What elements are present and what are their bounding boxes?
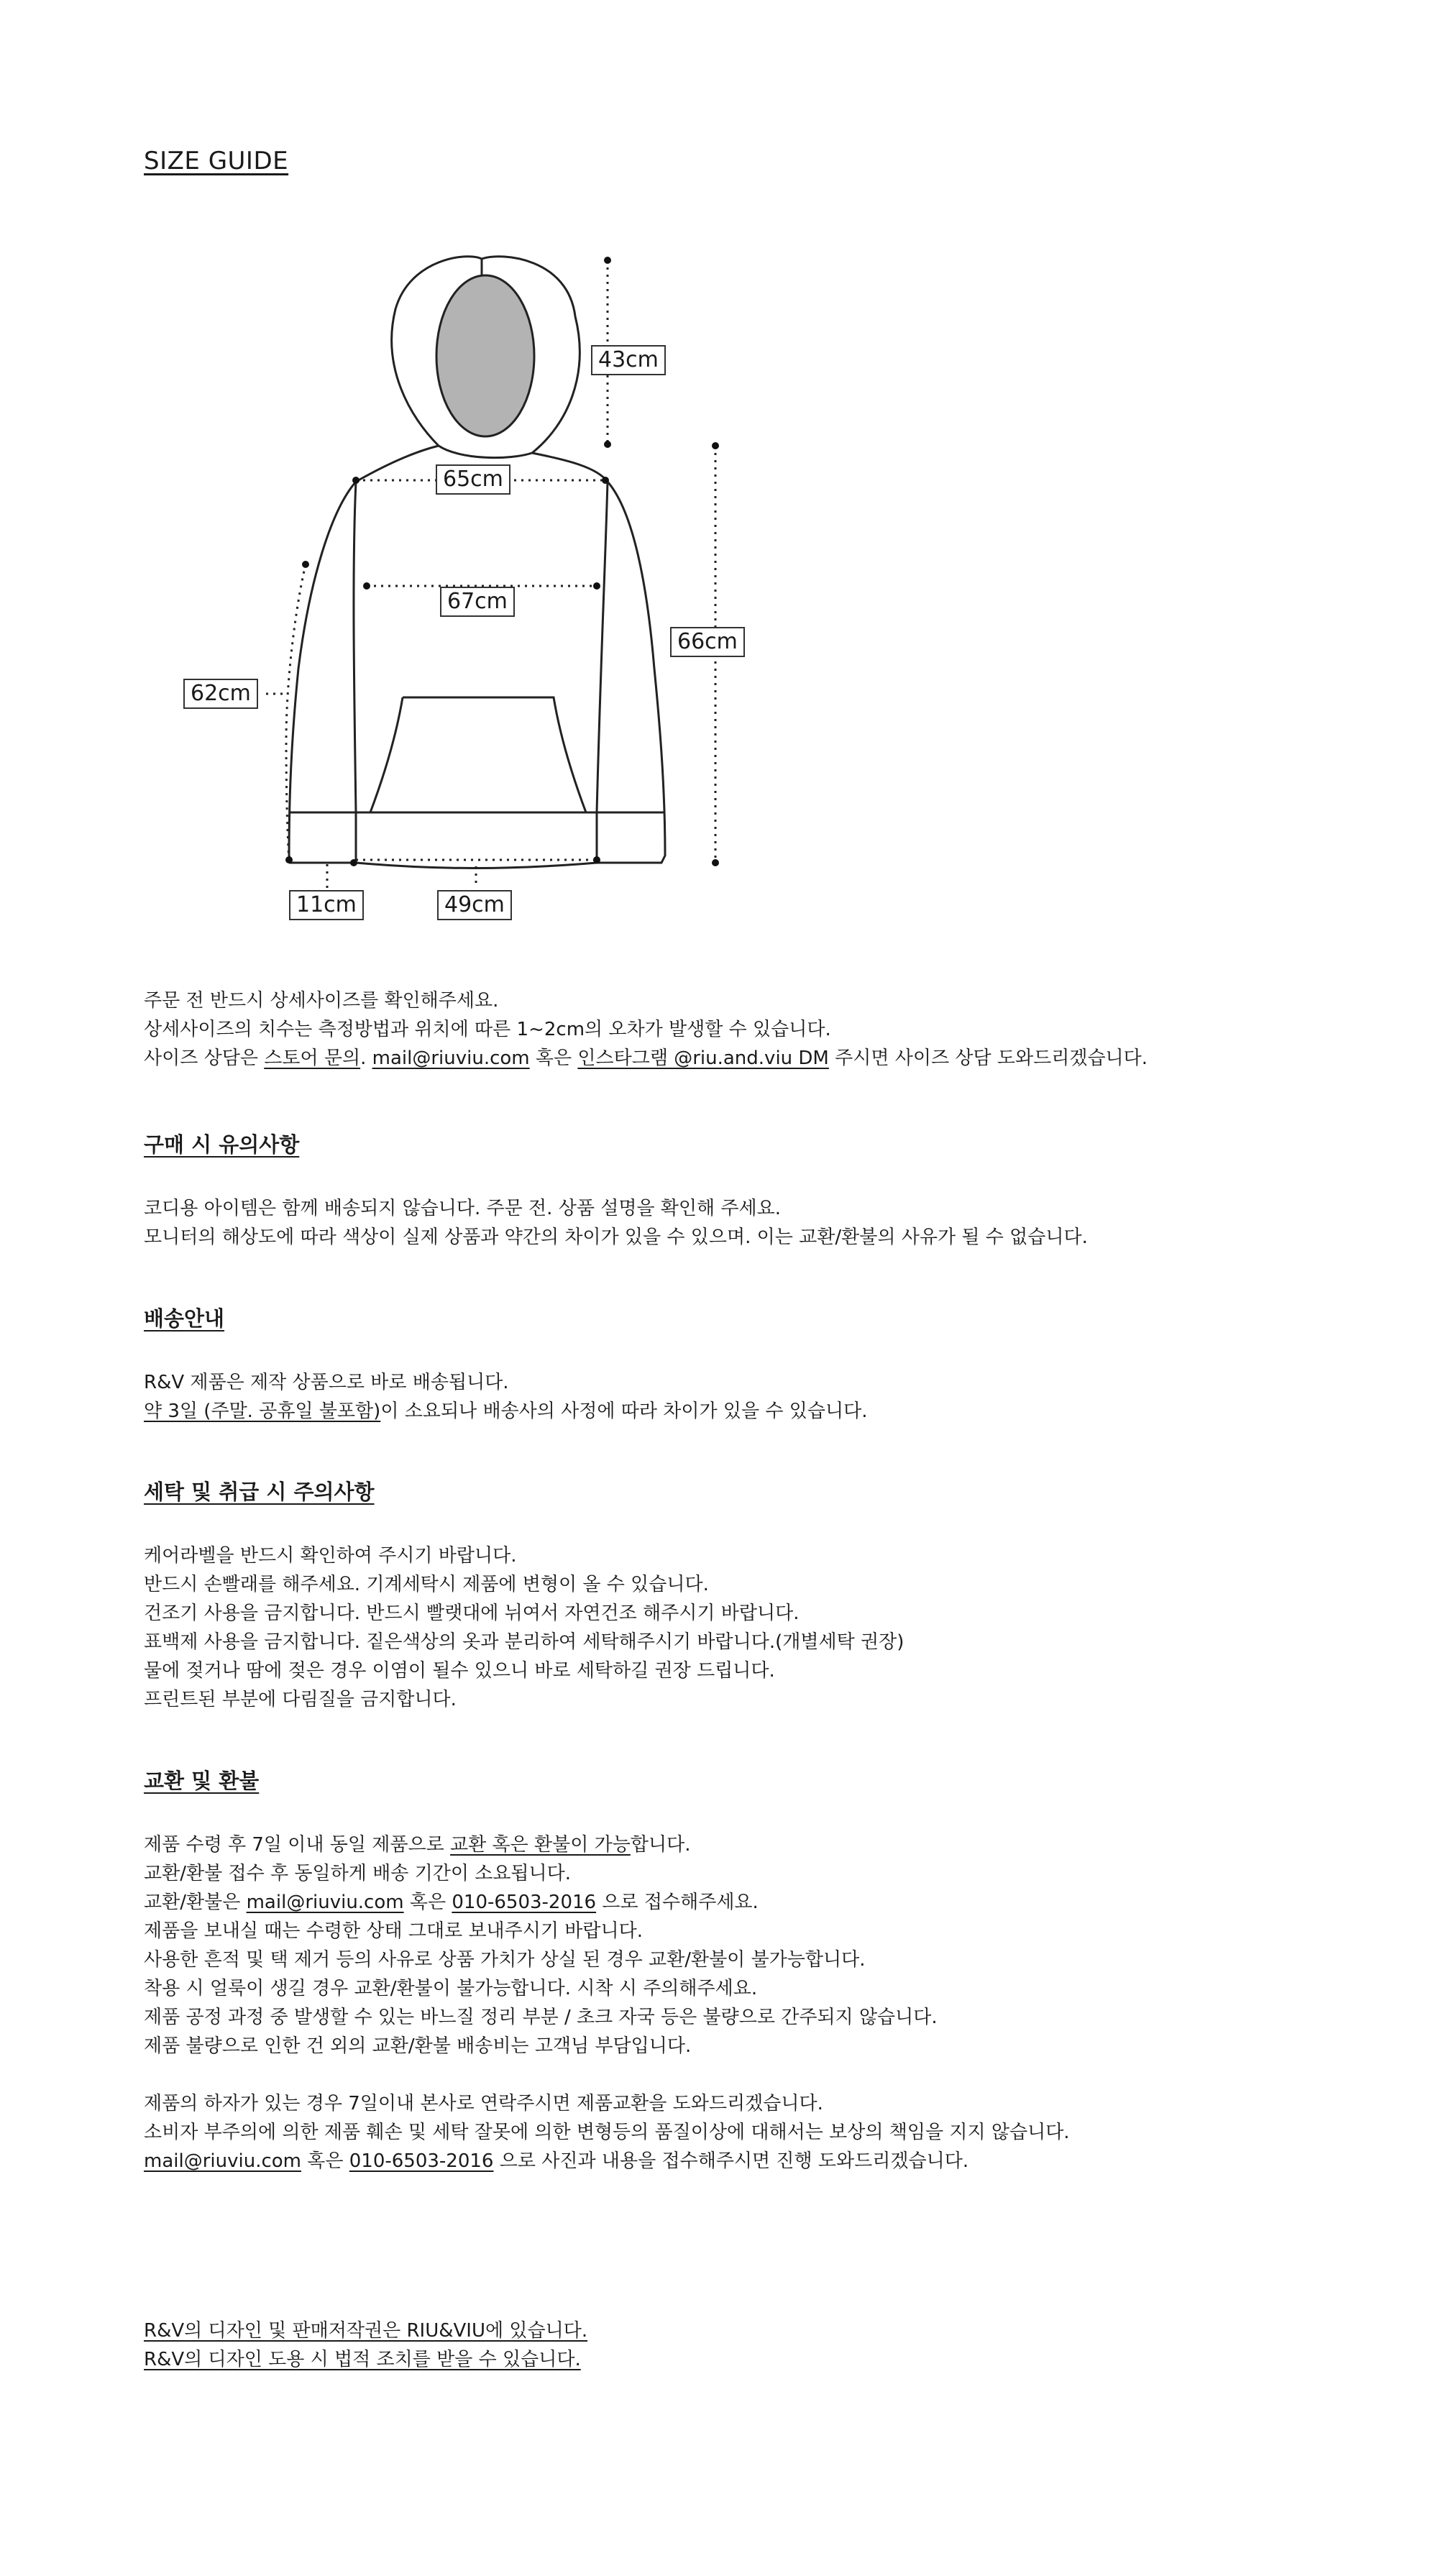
intro-line: 주문 전 반드시 상세사이즈를 확인해주세요. bbox=[144, 990, 499, 1012]
exchange-line bbox=[144, 1888, 1366, 1917]
hood-face-opening bbox=[436, 275, 534, 436]
purchase-line: 코디용 아이템은 함께 배송되지 않습니다. 주문 전. 상품 설명을 확인해 주세요. bbox=[144, 1198, 782, 1219]
chest-width-label: 67cm bbox=[440, 587, 515, 617]
text: 합니다. bbox=[630, 1834, 691, 1856]
store-inquiry-link[interactable]: 스토어 문의 bbox=[264, 1048, 361, 1069]
care-line: 건조기 사용을 금지합니다. 반드시 빨랫대에 뉘여서 자연건조 해주시기 바랍니다. bbox=[144, 1603, 800, 1624]
shipping-line bbox=[144, 1397, 1366, 1426]
total-length-label: 66cm bbox=[670, 627, 745, 657]
text: 이 소요되나 배송사의 사정에 따라 차이가 있을 수 있습니다. bbox=[380, 1401, 868, 1422]
exchange-line: 제품의 하자가 있는 경우 7일이내 본사로 연락주시면 제품교환을 도와드리겠습니다. bbox=[144, 2093, 823, 2114]
shipping-duration: 약 3일 (주말. 공휴일 불포함) bbox=[144, 1401, 381, 1422]
copyright-line: R&V의 디자인 도용 시 법적 조치를 받을 수 있습니다. bbox=[144, 2349, 581, 2370]
email-link[interactable]: mail@riuviu.com bbox=[144, 2150, 301, 2172]
hood-height-label: 43cm bbox=[591, 345, 666, 375]
text: 주시면 사이즈 상담 도와드리겠습니다. bbox=[828, 1048, 1148, 1069]
exchange-line bbox=[144, 2147, 1366, 2176]
care-line: 프린트된 부분에 다림질을 금지합니다. bbox=[144, 1689, 457, 1710]
instagram-link[interactable]: 인스타그램 @riu.and.viu DM bbox=[577, 1048, 829, 1069]
copyright-footer bbox=[144, 2316, 1366, 2374]
phone-link[interactable]: 010-6503-2016 bbox=[452, 1892, 597, 1913]
text: . bbox=[360, 1048, 372, 1069]
exchange-line: 제품 불량으로 인한 건 외의 교환/환불 배송비는 고객님 부담입니다. bbox=[144, 2035, 692, 2057]
exchange-refund-section bbox=[144, 1765, 1366, 2176]
intro-line: 상세사이즈의 치수는 측정방법과 위치에 따른 1~2cm의 오차가 발생할 수 있습니다. bbox=[144, 1019, 831, 1040]
care-line: 표백제 사용을 금지합니다. 짙은색상의 옷과 분리하여 세탁해주시기 바랍니다.(개별세탁 권장) bbox=[144, 1631, 905, 1653]
text: 제품 수령 후 7일 이내 동일 제품으로 bbox=[144, 1834, 451, 1856]
exchange-policy: 교환 혹은 환불이 가능 bbox=[450, 1834, 631, 1856]
care-heading: 세탁 및 취급 시 주의사항 bbox=[144, 1480, 375, 1504]
exchange-line: 착용 시 얼룩이 생길 경우 교환/환불이 불가능합니다. 시착 시 주의해주세요. bbox=[144, 1978, 758, 1999]
copyright-line: R&V의 디자인 및 판매저작권은 RIU&VIU에 있습니다. bbox=[144, 2320, 588, 2342]
purchase-notes-section bbox=[144, 1129, 1366, 1252]
hoodie-size-diagram bbox=[165, 237, 812, 942]
phone-link[interactable]: 010-6503-2016 bbox=[349, 2150, 494, 2172]
exchange-line: 사용한 흔적 및 택 제거 등의 사유로 상품 가치가 상실 된 경우 교환/환불이 불가능합니다. bbox=[144, 1949, 866, 1971]
text: 으로 접수해주세요. bbox=[596, 1892, 759, 1913]
email-link[interactable]: mail@riuviu.com bbox=[372, 1048, 530, 1069]
shipping-heading: 배송안내 bbox=[144, 1306, 225, 1331]
shipping-section bbox=[144, 1303, 1366, 1426]
exchange-refund-heading: 교환 및 환불 bbox=[144, 1769, 260, 1793]
text: 교환/환불은 bbox=[144, 1892, 247, 1913]
exchange-line: 제품을 보내실 때는 수령한 상태 그대로 보내주시기 바랍니다. bbox=[144, 1920, 644, 1942]
text: 사이즈 상담은 bbox=[144, 1048, 265, 1069]
text: 으로 사진과 내용을 접수해주시면 진행 도와드리겠습니다. bbox=[493, 2150, 969, 2172]
text: 혹은 bbox=[529, 1048, 578, 1069]
exchange-line bbox=[144, 1830, 1366, 1859]
page-title: SIZE GUIDE bbox=[144, 147, 289, 175]
shoulder-width-label: 65cm bbox=[436, 464, 510, 495]
exchange-line: 제품 공정 과정 중 발생할 수 있는 바느질 정리 부분 / 초크 자국 등은 불량으로 간주되지 않습니다. bbox=[144, 2007, 938, 2028]
sleeve-length-label: 62cm bbox=[183, 679, 258, 709]
text: 혹은 bbox=[403, 1892, 452, 1913]
text: 혹은 bbox=[301, 2150, 349, 2172]
purchase-line: 모니터의 해상도에 따라 색상이 실제 상품과 약간의 차이가 있을 수 있으며. 이는 교환/환불의 사유가 될 수 없습니다. bbox=[144, 1227, 1088, 1248]
purchase-notes-heading: 구매 시 유의사항 bbox=[144, 1132, 300, 1157]
care-section bbox=[144, 1476, 1366, 1714]
cuff-width-label: 11cm bbox=[289, 890, 364, 920]
care-line: 케어라벨을 반드시 확인하여 주시기 바랍니다. bbox=[144, 1545, 517, 1567]
care-line: 반드시 손빨래를 해주세요. 기계세탁시 제품에 변형이 올 수 있습니다. bbox=[144, 1574, 709, 1595]
shipping-line: R&V 제품은 제작 상품으로 바로 배송됩니다. bbox=[144, 1372, 509, 1393]
email-link[interactable]: mail@riuviu.com bbox=[246, 1892, 404, 1913]
exchange-line: 교환/환불 접수 후 동일하게 배송 기간이 소요됩니다. bbox=[144, 1863, 572, 1884]
care-line: 물에 젖거나 땀에 젖은 경우 이염이 될수 있으니 바로 세탁하길 권장 드립니다. bbox=[144, 1660, 775, 1682]
size-intro bbox=[144, 986, 1366, 1073]
exchange-line: 소비자 부주의에 의한 제품 훼손 및 세탁 잘못에 의한 변형등의 품질이상에 대해서는 보상의 책임을 지지 않습니다. bbox=[144, 2122, 1070, 2143]
hem-width-label: 49cm bbox=[437, 890, 512, 920]
intro-line bbox=[144, 1044, 1366, 1073]
